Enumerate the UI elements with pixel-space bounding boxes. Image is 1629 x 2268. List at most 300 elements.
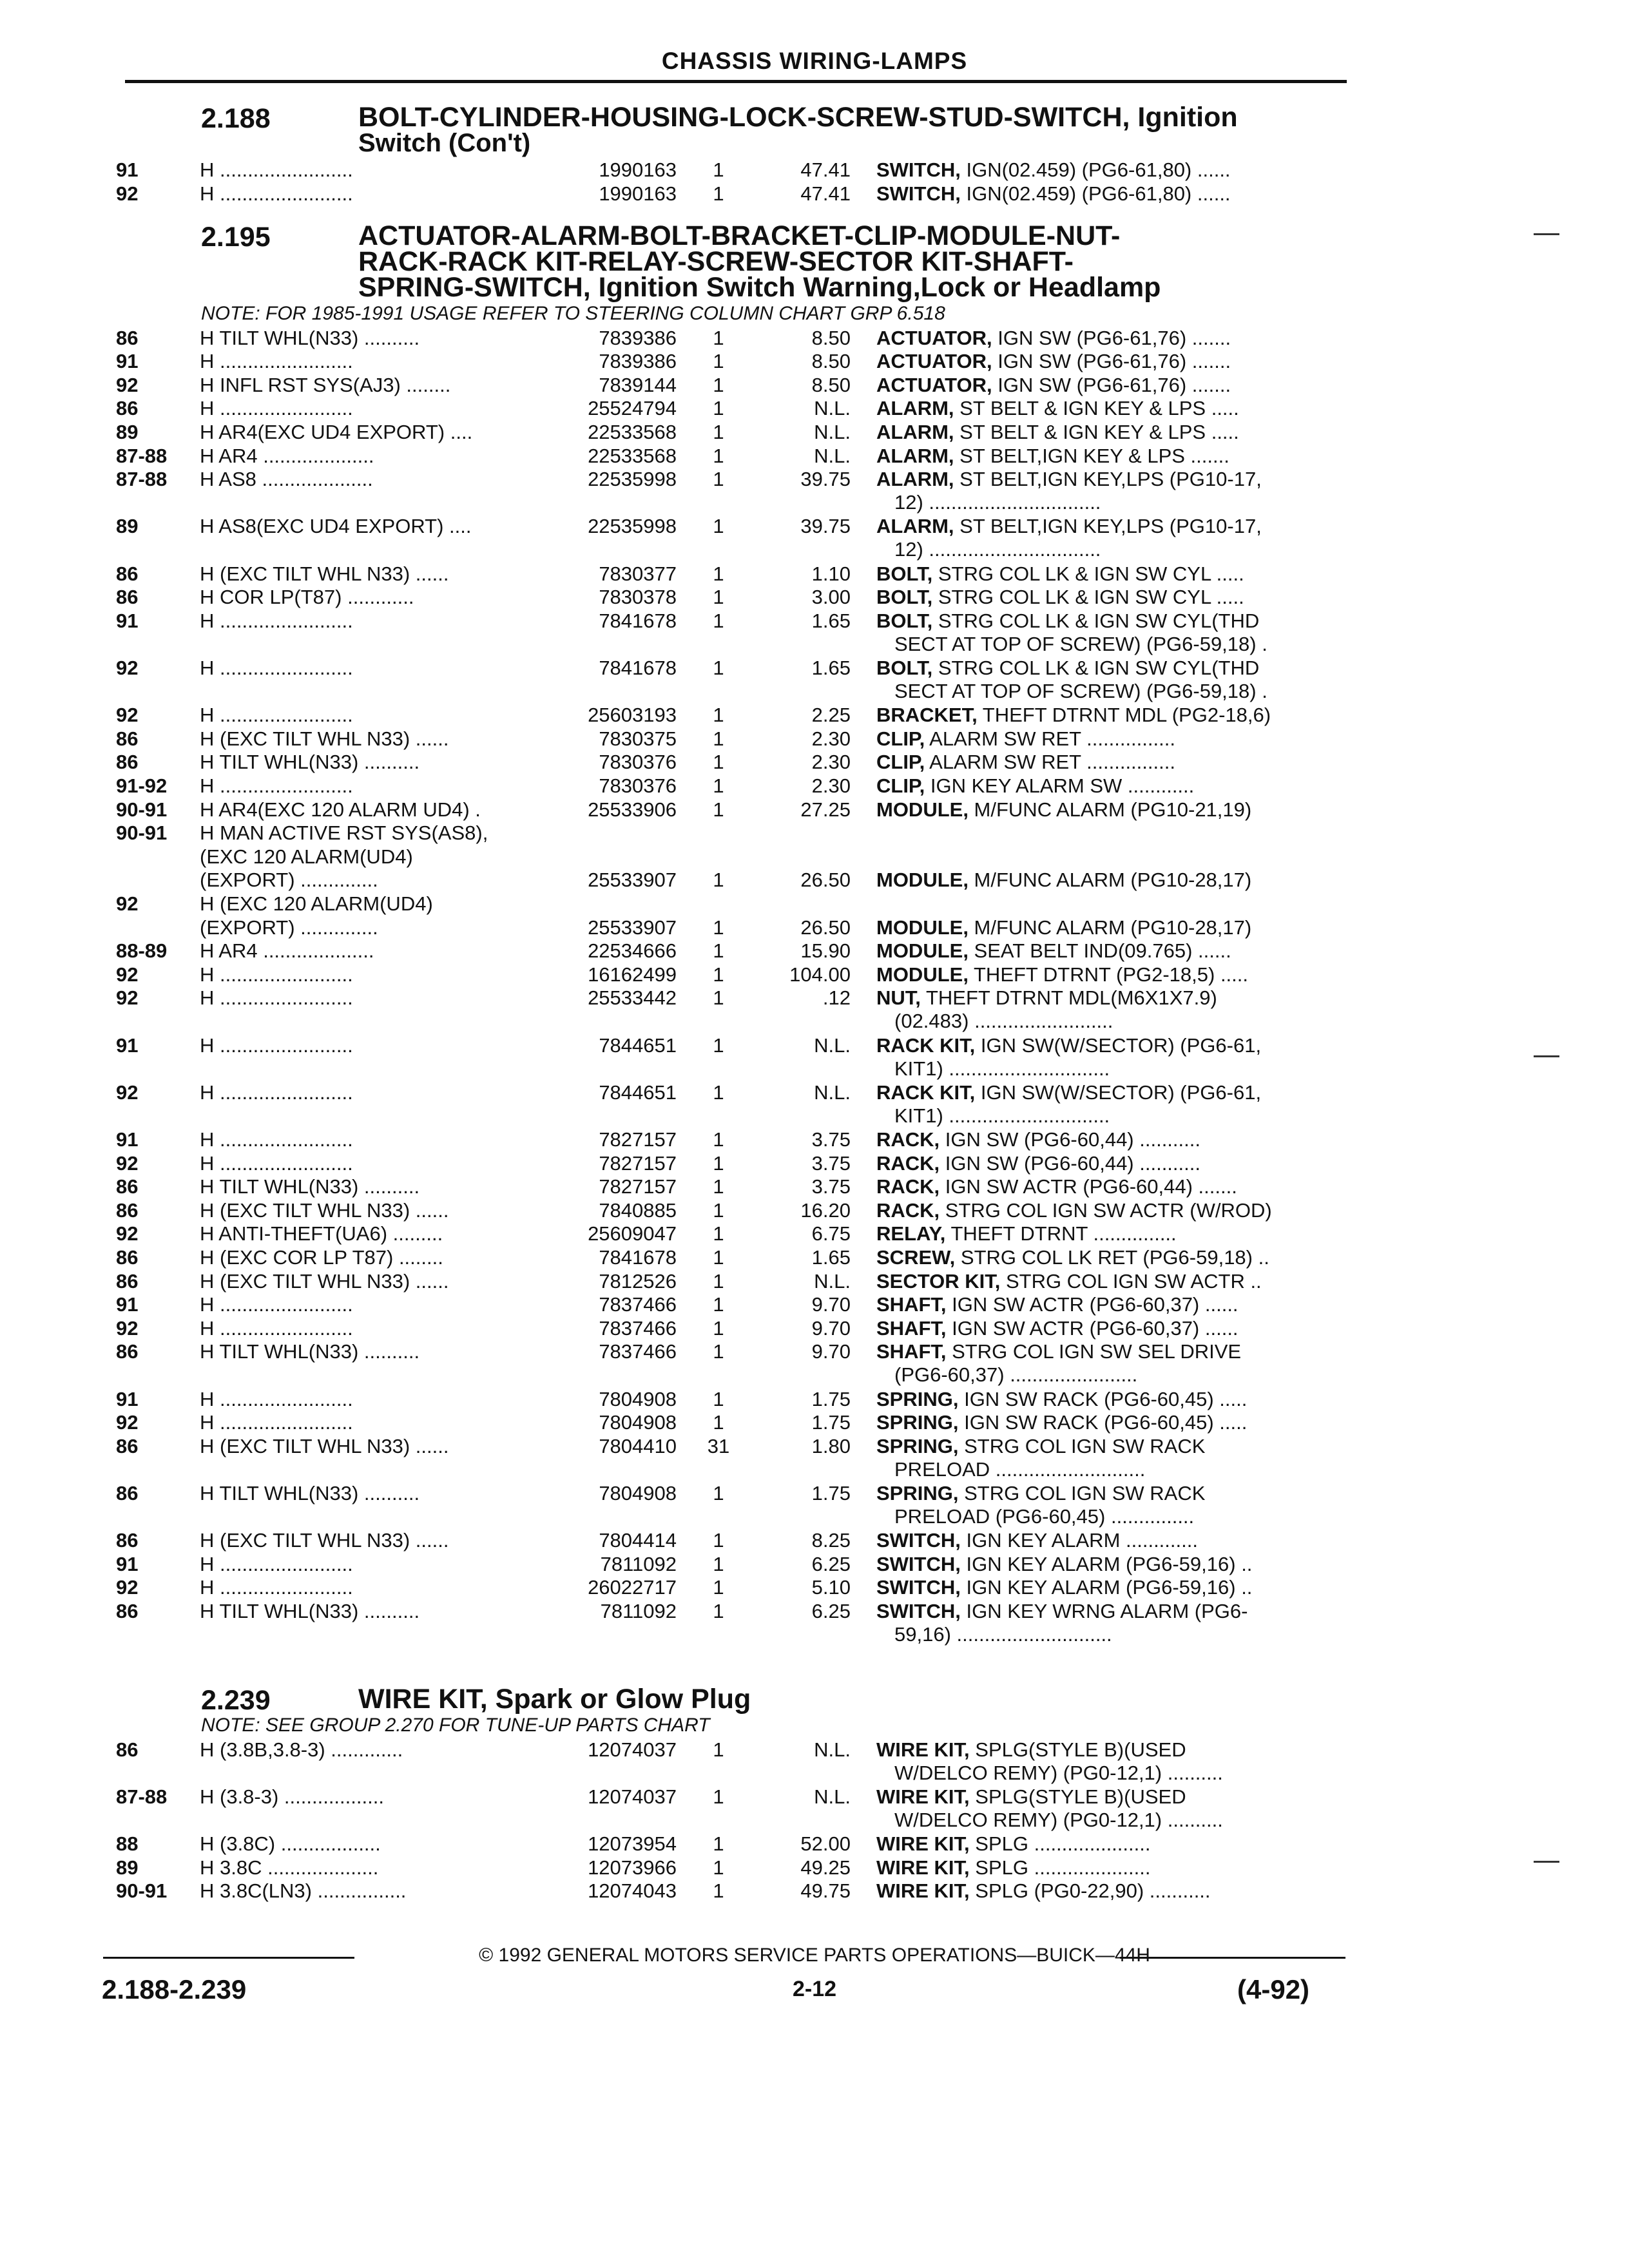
- model-year: 92: [116, 1081, 139, 1104]
- quantity: 1: [713, 1269, 724, 1293]
- part-name: CLIP,: [876, 727, 925, 750]
- part-number: 12074037: [588, 1785, 677, 1808]
- part-number: 25533907: [588, 916, 677, 939]
- description: [876, 1435, 1353, 1481]
- part-number: 7804908: [599, 1387, 677, 1410]
- price: 1.65: [811, 657, 851, 679]
- application: H ........................: [200, 774, 353, 797]
- price: 6.25: [811, 1600, 851, 1622]
- part-detail: ST BELT,IGN KEY & LPS .......: [954, 444, 1229, 467]
- part-detail: IGN SW (PG6-61,76) .......: [992, 326, 1231, 349]
- price: .12: [822, 986, 851, 1010]
- description: [876, 963, 1353, 986]
- application: H ........................: [200, 1576, 353, 1599]
- price: 8.25: [811, 1529, 851, 1552]
- model-year: 87-88: [116, 1785, 168, 1808]
- application: H TILT WHL(N33) ..........: [200, 1482, 420, 1504]
- part-name: SHAFT,: [876, 1340, 947, 1363]
- description-line: [876, 1600, 1353, 1623]
- part-detail: IGN SW(W/SECTOR) (PG6-61,: [975, 1033, 1262, 1057]
- description: [876, 350, 1353, 373]
- quantity: 1: [713, 798, 724, 821]
- application: H AR4(EXC 120 ALARM UD4) .: [200, 798, 481, 821]
- application: H TILT WHL(N33) ..........: [200, 1600, 420, 1622]
- description: [876, 1175, 1353, 1198]
- part-number: 25533907: [588, 869, 677, 892]
- price: 27.25: [800, 798, 851, 821]
- application: H TILT WHL(N33) ..........: [200, 1175, 420, 1198]
- application: H ........................: [200, 397, 353, 420]
- part-detail: STRG COL LK RET (PG6-59,18) ..: [955, 1246, 1269, 1269]
- part-number: 7811092: [600, 1600, 677, 1622]
- description-continuation: KIT1) .............................: [894, 1104, 1110, 1127]
- model-year: 86: [116, 1198, 139, 1222]
- application: (EXPORT) ..............: [200, 916, 378, 939]
- part-detail: IGN KEY ALARM (PG6-59,16) ..: [960, 1576, 1253, 1599]
- part-detail: STRG COL LK & IGN SW CYL .....: [932, 586, 1244, 609]
- part-detail: IGN SW ACTR (PG6-60,37) ......: [946, 1293, 1239, 1316]
- part-number: 7804410: [599, 1434, 677, 1457]
- model-year: 92: [116, 1222, 139, 1245]
- description: [876, 374, 1353, 397]
- part-number: 7844651: [599, 1081, 677, 1104]
- description-line: [876, 1529, 1353, 1552]
- part-name: SHAFT,: [876, 1316, 947, 1340]
- application: H (3.8B,3.8-3) .............: [200, 1738, 403, 1761]
- quantity: 1: [713, 1081, 724, 1104]
- part-number: 22535998: [588, 515, 677, 538]
- description: [876, 1222, 1353, 1245]
- part-name: RACK,: [876, 1175, 940, 1198]
- model-year: 90-91: [116, 822, 168, 845]
- part-name: NUT,: [876, 986, 921, 1010]
- model-year: 92: [116, 892, 139, 915]
- model-year: 90-91: [116, 1879, 168, 1903]
- part-name: RACK KIT,: [876, 1033, 976, 1057]
- part-number: 7839386: [599, 326, 677, 349]
- quantity: 1: [713, 727, 724, 750]
- quantity: 1: [713, 1529, 724, 1552]
- price: N.L.: [814, 1081, 851, 1104]
- price: 2.30: [811, 774, 851, 797]
- description: [876, 1785, 1353, 1832]
- model-year: 86: [116, 1529, 139, 1552]
- price: 9.70: [811, 1340, 851, 1363]
- part-name: BOLT,: [876, 657, 933, 679]
- description: [876, 774, 1353, 798]
- description-line: [876, 159, 1353, 182]
- part-detail: IGN SW RACK (PG6-60,45) .....: [958, 1411, 1248, 1434]
- part-name: RACK,: [876, 1128, 940, 1151]
- part-name: SWITCH,: [876, 1529, 961, 1552]
- description-line: [876, 1128, 1353, 1151]
- part-name: SPRING,: [876, 1482, 959, 1504]
- part-number: 7844651: [599, 1033, 677, 1057]
- part-name: SWITCH,: [876, 159, 961, 181]
- price: 8.50: [811, 373, 851, 396]
- quantity: 1: [713, 350, 724, 373]
- description-line: [876, 562, 1353, 586]
- part-number: 7827157: [599, 1128, 677, 1151]
- description: [876, 704, 1353, 727]
- application: H ........................: [200, 704, 353, 727]
- part-name: BOLT,: [876, 562, 933, 585]
- part-name: SWITCH,: [876, 182, 961, 205]
- part-number: 25609047: [588, 1222, 677, 1245]
- quantity: 1: [713, 1552, 724, 1575]
- price: 49.75: [800, 1879, 851, 1903]
- part-name: ALARM,: [876, 421, 954, 443]
- top-rule: [125, 80, 1347, 83]
- price: 3.75: [811, 1151, 851, 1175]
- model-year: 88: [116, 1832, 139, 1855]
- application: (EXC 120 ALARM(UD4): [200, 845, 413, 868]
- part-number: 12074043: [588, 1879, 677, 1903]
- part-detail: THEFT DTRNT MDL(M6X1X7.9): [920, 986, 1217, 1010]
- part-name: MODULE,: [876, 939, 969, 963]
- part-detail: IGN SW (PG6-61,76) .......: [992, 373, 1231, 396]
- part-name: SHAFT,: [876, 1293, 947, 1316]
- description: [876, 1293, 1353, 1316]
- model-year: 86: [116, 1269, 139, 1293]
- part-detail: IGN SW ACTR (PG6-60,44) .......: [940, 1175, 1237, 1198]
- quantity: 1: [713, 1151, 724, 1175]
- part-detail: SPLG(STYLE B)(USED: [969, 1785, 1186, 1808]
- model-year: 86: [116, 1340, 139, 1363]
- application: H AR4 ....................: [200, 939, 374, 963]
- quantity: 1: [713, 609, 724, 632]
- part-name: ACTUATOR,: [876, 326, 992, 349]
- description: [876, 327, 1353, 350]
- part-number: 7839144: [599, 373, 677, 396]
- application: H AS8 ....................: [200, 468, 373, 491]
- part-name: MODULE,: [876, 798, 969, 821]
- application: H ........................: [200, 1033, 353, 1057]
- section-note: NOTE: SEE GROUP 2.270 FOR TUNE-UP PARTS CHART: [201, 1715, 710, 1736]
- part-name: ALARM,: [876, 468, 954, 491]
- part-name: BRACKET,: [876, 704, 978, 727]
- part-name: MODULE,: [876, 963, 969, 986]
- model-year: 91: [116, 609, 139, 632]
- application: H (EXC TILT WHL N33) ......: [200, 1269, 449, 1293]
- part-number: 7830376: [599, 751, 677, 774]
- description-continuation: (02.483) .........................: [894, 1010, 1113, 1033]
- description-line: [876, 327, 1353, 350]
- description-line: [876, 774, 1353, 798]
- price: 2.30: [811, 751, 851, 774]
- description: [876, 1576, 1353, 1599]
- price: 9.70: [811, 1316, 851, 1340]
- part-detail: IGN SW(W/SECTOR) (PG6-61,: [975, 1081, 1262, 1104]
- part-name: SPRING,: [876, 1387, 959, 1410]
- model-year: 86: [116, 1738, 139, 1761]
- description: [876, 916, 1353, 939]
- description-continuation: PRELOAD ...........................: [894, 1457, 1146, 1481]
- part-number: 7830378: [599, 586, 677, 609]
- description: [876, 1832, 1353, 1856]
- application: H (EXC TILT WHL N33) ......: [200, 1529, 449, 1552]
- description-continuation: 12) ...............................: [894, 491, 1101, 514]
- application: H AS8(EXC UD4 EXPORT) ....: [200, 515, 472, 538]
- part-detail: SPLG .....................: [969, 1832, 1151, 1855]
- part-detail: SPLG(STYLE B)(USED: [969, 1738, 1186, 1761]
- quantity: 1: [713, 869, 724, 892]
- margin-mark: [1534, 233, 1559, 235]
- quantity: 1: [713, 1856, 724, 1879]
- description-line: [876, 586, 1353, 609]
- price: 26.50: [800, 869, 851, 892]
- price: 3.75: [811, 1128, 851, 1151]
- description-line: [876, 798, 1353, 822]
- section-title: [358, 104, 1325, 156]
- section-number: 2.188: [201, 103, 271, 134]
- quantity: 1: [713, 939, 724, 963]
- description: [876, 751, 1353, 774]
- part-number: 1990163: [599, 159, 677, 181]
- description: [876, 515, 1353, 561]
- description: [876, 182, 1353, 206]
- footer-page-number: 2-12: [792, 1977, 837, 2001]
- model-year: 86: [116, 326, 139, 349]
- quantity: 1: [713, 986, 724, 1010]
- price: 5.10: [811, 1576, 851, 1599]
- part-detail: IGN SW RACK (PG6-60,45) .....: [958, 1387, 1248, 1410]
- part-number: 7812526: [599, 1269, 677, 1293]
- quantity: 1: [713, 1222, 724, 1245]
- model-year: 89: [116, 515, 139, 538]
- application: H AR4 ....................: [200, 444, 374, 467]
- part-detail: ST BELT & IGN KEY & LPS .....: [954, 421, 1239, 443]
- part-detail: ALARM SW RET ................: [925, 751, 1175, 774]
- quantity: 1: [713, 397, 724, 420]
- section-title-line: BOLT-CYLINDER-HOUSING-LOCK-SCREW-STUD-SWITCH, Ignition: [358, 102, 1238, 133]
- description: [876, 1529, 1353, 1552]
- description: [876, 1388, 1353, 1411]
- description: [876, 727, 1353, 751]
- part-detail: THEFT DTRNT ...............: [945, 1222, 1177, 1245]
- description-line: [876, 515, 1353, 538]
- part-number: 12074037: [588, 1738, 677, 1761]
- quantity: 1: [713, 421, 724, 443]
- price: 26.50: [800, 916, 851, 939]
- part-detail: ST BELT & IGN KEY & LPS .....: [954, 397, 1239, 420]
- part-name: SCREW,: [876, 1246, 956, 1269]
- quantity: 1: [713, 444, 724, 467]
- price: 3.00: [811, 586, 851, 609]
- part-detail: IGN KEY ALARM SW ............: [925, 774, 1195, 797]
- part-detail: IGN SW (PG6-60,44) ...........: [940, 1128, 1200, 1151]
- quantity: 1: [713, 1785, 724, 1808]
- application: H COR LP(T87) ............: [200, 586, 414, 609]
- description-line: [876, 1293, 1353, 1316]
- price: N.L.: [814, 1738, 851, 1761]
- description-line: [876, 1785, 1353, 1809]
- section-title-line: SPRING-SWITCH, Ignition Switch Warning,Lock or Headlamp: [358, 272, 1161, 303]
- application: H MAN ACTIVE RST SYS(AS8),: [200, 822, 488, 845]
- quantity: 1: [713, 1832, 724, 1855]
- part-detail: THEFT DTRNT (PG2-18,5) .....: [968, 963, 1249, 986]
- application: H ........................: [200, 986, 353, 1010]
- part-detail: IGN(02.459) (PG6-61,80) ......: [960, 159, 1231, 181]
- price: 104.00: [789, 963, 851, 986]
- part-name: SWITCH,: [876, 1552, 961, 1575]
- part-name: WIRE KIT,: [876, 1785, 970, 1808]
- description-line: [876, 963, 1353, 986]
- part-name: ALARM,: [876, 515, 954, 538]
- description-line: [876, 727, 1353, 751]
- application: H ........................: [200, 1387, 353, 1410]
- margin-mark: [1534, 1861, 1559, 1863]
- description-line: [876, 1246, 1353, 1269]
- part-number: 7804414: [599, 1529, 677, 1552]
- model-year: 86: [116, 562, 139, 585]
- price: 2.25: [811, 704, 851, 727]
- part-detail: STRG COL LK & IGN SW CYL(THD: [932, 657, 1260, 679]
- model-year: 92: [116, 1151, 139, 1175]
- quantity: 1: [713, 1411, 724, 1434]
- application: H TILT WHL(N33) ..........: [200, 1340, 420, 1363]
- model-year: 86: [116, 1175, 139, 1198]
- model-year: 91: [116, 350, 139, 373]
- description-line: [876, 1152, 1353, 1175]
- part-name: MODULE,: [876, 869, 969, 892]
- model-year: 92: [116, 1316, 139, 1340]
- quantity: 1: [713, 1293, 724, 1316]
- description: [876, 1411, 1353, 1434]
- description-continuation: 12) ...............................: [894, 538, 1101, 561]
- description-line: [876, 1317, 1353, 1340]
- description-continuation: SECT AT TOP OF SCREW) (PG6-59,18) .: [894, 680, 1268, 702]
- part-name: RACK KIT,: [876, 1081, 976, 1104]
- price: 1.75: [811, 1387, 851, 1410]
- application: H TILT WHL(N33) ..........: [200, 326, 420, 349]
- section-title-line: Switch (Con't): [358, 129, 531, 157]
- application: H AR4(EXC UD4 EXPORT) ....: [200, 421, 473, 443]
- application: H ........................: [200, 1081, 353, 1104]
- footer-copyright: © 1992 GENERAL MOTORS SERVICE PARTS OPERATIONS—BUICK—44H: [479, 1945, 1150, 1966]
- footer-date: (4-92): [1237, 1974, 1310, 2004]
- description-line: [876, 704, 1353, 727]
- description-line: [876, 1856, 1353, 1879]
- description-line: [876, 182, 1353, 206]
- model-year: 91: [116, 1293, 139, 1316]
- price: N.L.: [814, 421, 851, 443]
- description-line: [876, 1411, 1353, 1434]
- part-name: ACTUATOR,: [876, 350, 992, 373]
- model-year: 86: [116, 1600, 139, 1622]
- section-title-line: WIRE KIT, Spark or Glow Plug: [358, 1684, 751, 1715]
- application: H 3.8C ....................: [200, 1856, 379, 1879]
- part-number: 7837466: [599, 1316, 677, 1340]
- application: H ........................: [200, 159, 353, 181]
- quantity: 1: [713, 182, 724, 205]
- description: [876, 586, 1353, 609]
- price: 3.75: [811, 1175, 851, 1198]
- part-number: 7827157: [599, 1151, 677, 1175]
- section-title: [358, 1684, 1325, 1715]
- model-year: 90-91: [116, 798, 168, 821]
- price: 2.30: [811, 727, 851, 750]
- model-year: 86: [116, 1246, 139, 1269]
- part-number: 12073954: [588, 1832, 677, 1855]
- model-year: 88-89: [116, 939, 168, 963]
- description-line: [876, 1034, 1353, 1057]
- margin-mark: [1534, 1055, 1559, 1057]
- part-number: 25533442: [588, 986, 677, 1010]
- part-name: SPRING,: [876, 1411, 959, 1434]
- part-number: 7811092: [600, 1552, 677, 1575]
- application: H ........................: [200, 1128, 353, 1151]
- model-year: 91: [116, 159, 139, 181]
- application: H INFL RST SYS(AJ3) ........: [200, 373, 451, 396]
- price: 8.50: [811, 350, 851, 373]
- part-number: 7840885: [599, 1198, 677, 1222]
- description: [876, 1128, 1353, 1151]
- part-detail: ST BELT,IGN KEY,LPS (PG10-17,: [954, 515, 1262, 538]
- application: H ........................: [200, 1552, 353, 1575]
- description: [876, 1034, 1353, 1081]
- quantity: 1: [713, 1128, 724, 1151]
- price: 16.20: [800, 1198, 851, 1222]
- part-number: 7830375: [599, 727, 677, 750]
- part-name: RACK,: [876, 1151, 940, 1175]
- quantity: 1: [713, 1033, 724, 1057]
- section-title-line: ACTUATOR-ALARM-BOLT-BRACKET-CLIP-MODULE-NUT-: [358, 220, 1121, 251]
- application: H (3.8C) ..................: [200, 1832, 381, 1855]
- quantity: 1: [713, 751, 724, 774]
- application: H ........................: [200, 182, 353, 205]
- description: [876, 1270, 1353, 1293]
- part-name: ALARM,: [876, 444, 954, 467]
- description-line: [876, 445, 1353, 468]
- description-line: [876, 1270, 1353, 1293]
- part-number: 25603193: [588, 704, 677, 727]
- description-line: [876, 939, 1353, 963]
- part-detail: IGN KEY ALARM (PG6-59,16) ..: [960, 1552, 1253, 1575]
- model-year: 86: [116, 397, 139, 420]
- description-continuation: KIT1) .............................: [894, 1057, 1110, 1080]
- part-name: WIRE KIT,: [876, 1856, 970, 1879]
- part-detail: IGN(02.459) (PG6-61,80) ......: [960, 182, 1231, 205]
- description-line: [876, 869, 1353, 892]
- description: [876, 159, 1353, 182]
- part-name: RACK,: [876, 1198, 940, 1222]
- quantity: 1: [713, 704, 724, 727]
- description-line: [876, 1576, 1353, 1599]
- description-continuation: W/DELCO REMY) (PG0-12,1) ..........: [894, 1808, 1223, 1831]
- application: H (EXC TILT WHL N33) ......: [200, 727, 449, 750]
- description-line: [876, 1553, 1353, 1576]
- footer-range: 2.188-2.239: [102, 1974, 247, 2004]
- application: H ........................: [200, 657, 353, 679]
- part-name: WIRE KIT,: [876, 1879, 970, 1903]
- description-line: [876, 350, 1353, 373]
- application: H ........................: [200, 1293, 353, 1316]
- description-line: [876, 1388, 1353, 1411]
- part-name: RELAY,: [876, 1222, 946, 1245]
- price: N.L.: [814, 444, 851, 467]
- description-line: [876, 657, 1353, 680]
- application: (EXPORT) ..............: [200, 869, 378, 892]
- model-year: 91: [116, 1552, 139, 1575]
- part-detail: ALARM SW RET ................: [925, 727, 1175, 750]
- application: H TILT WHL(N33) ..........: [200, 751, 420, 774]
- price: 8.50: [811, 326, 851, 349]
- part-name: WIRE KIT,: [876, 1738, 970, 1761]
- price: 9.70: [811, 1293, 851, 1316]
- quantity: 1: [713, 1482, 724, 1504]
- description-continuation: (PG6-60,37) .......................: [894, 1363, 1138, 1387]
